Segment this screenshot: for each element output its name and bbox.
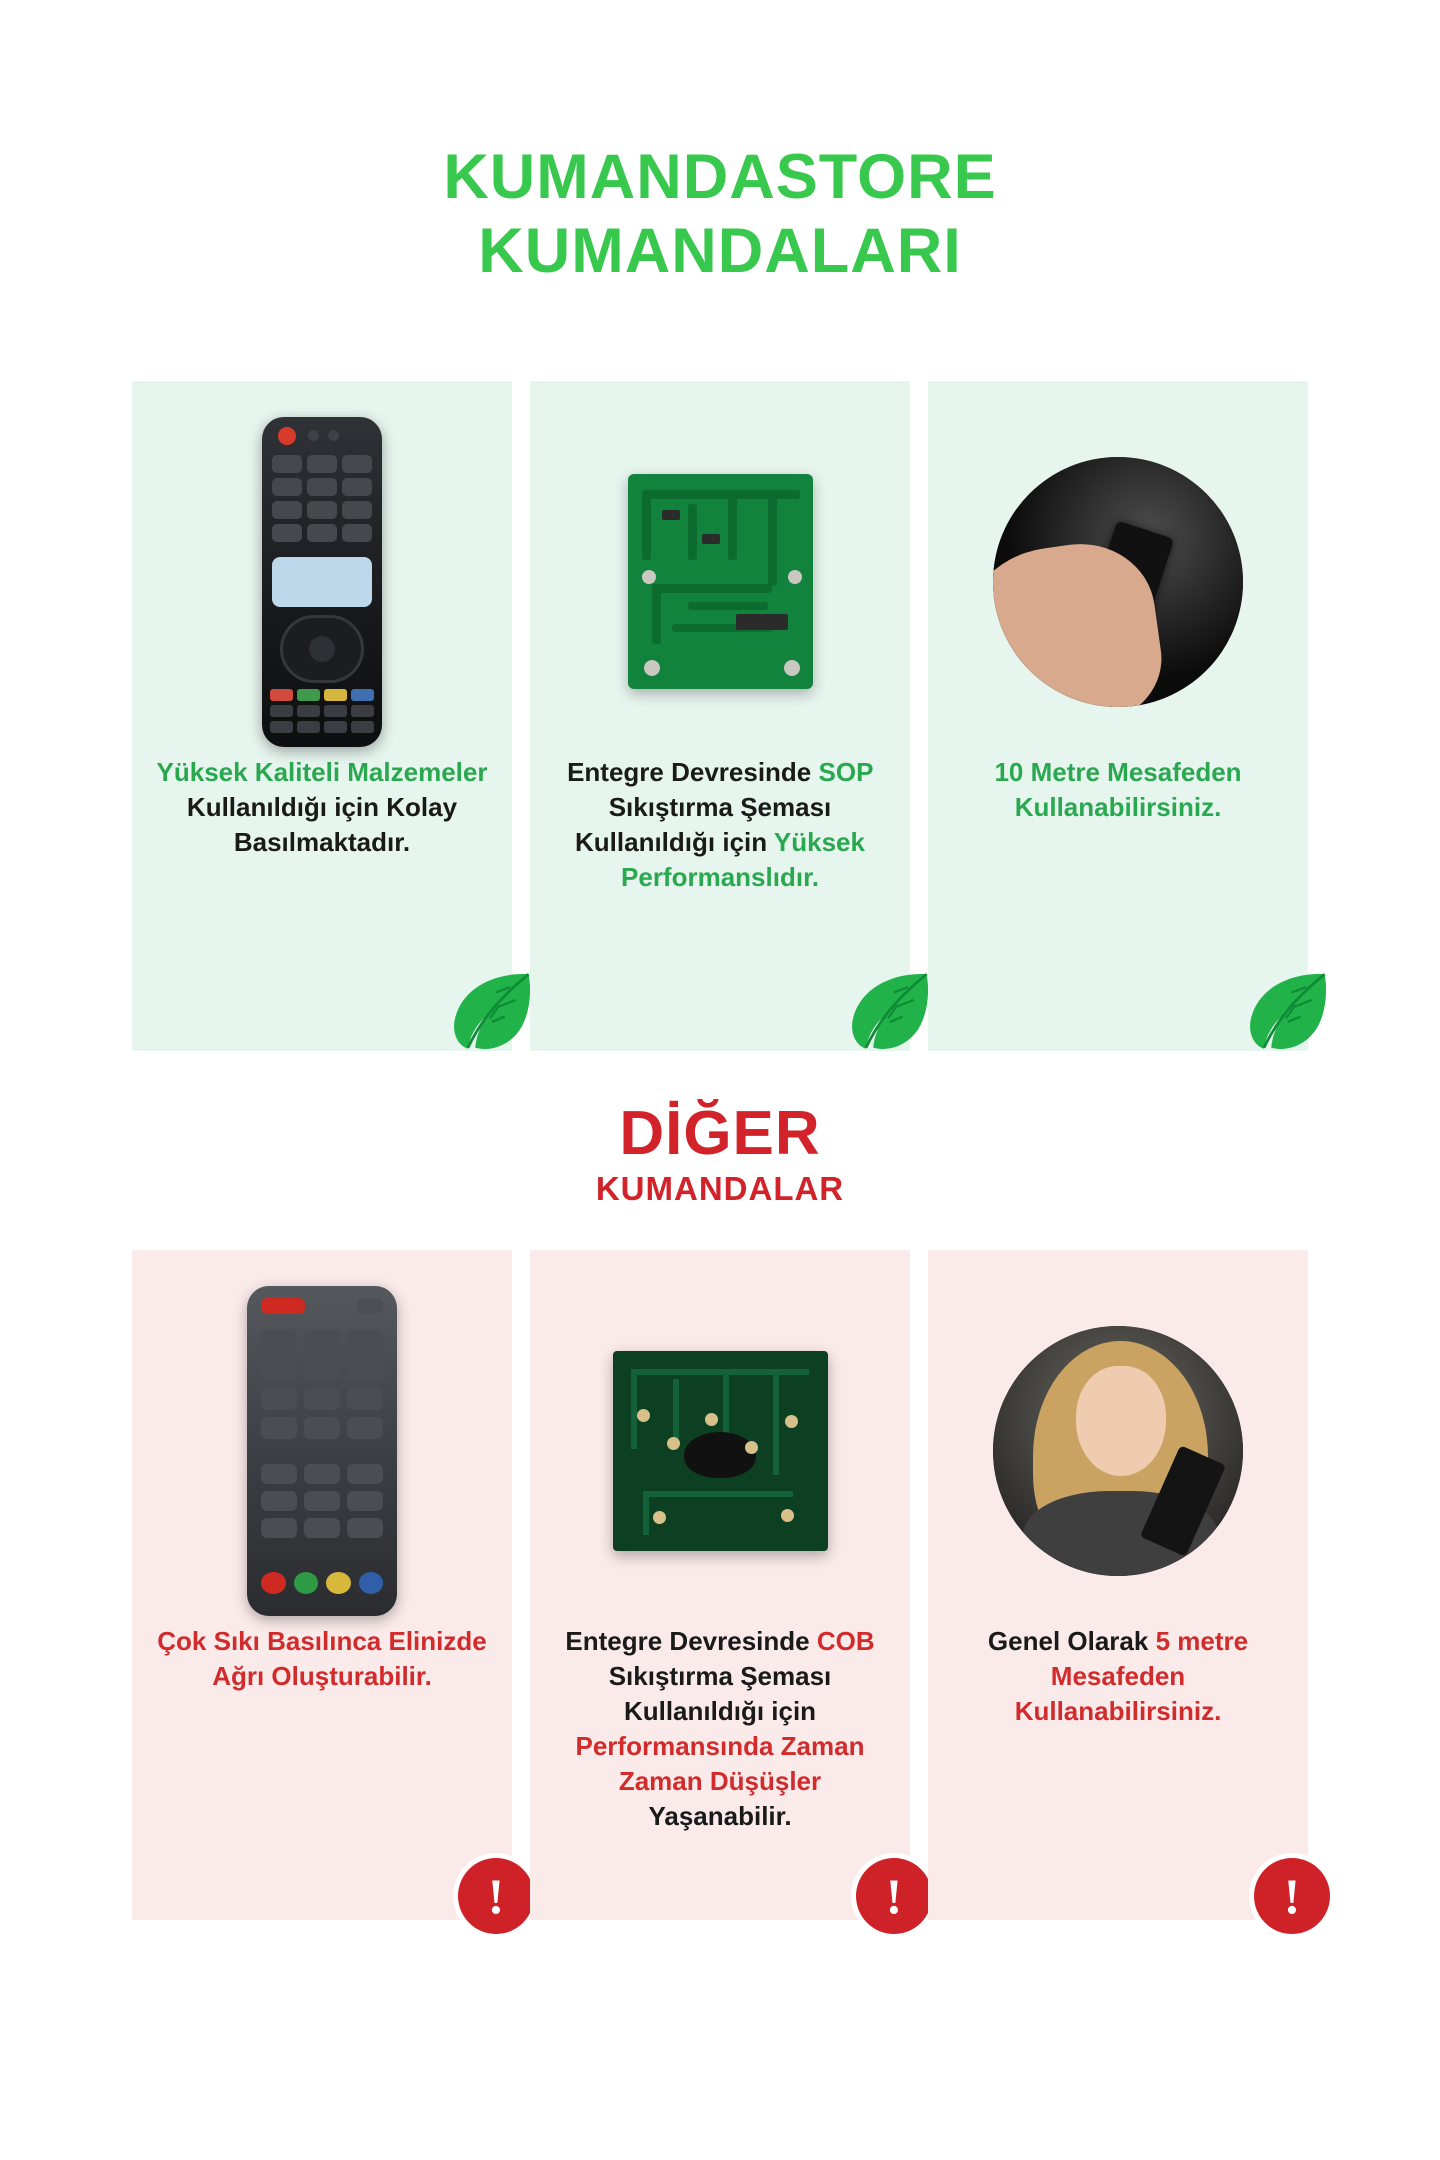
good-card-2-caption: [530, 755, 910, 895]
page-title-line-1: KUMANDASTORE: [443, 142, 997, 212]
caption-part: Yüksek Kaliteli Malzemeler: [156, 756, 488, 787]
good-card-1-caption: [132, 755, 512, 860]
caption-part: Sıkıştırma Şeması Kullanıldığı için: [608, 1660, 832, 1726]
bad-card-2: [530, 1250, 910, 1924]
woman-holding-remote-photo: [928, 1286, 1308, 1616]
caption-part: Genel Olarak: [987, 1625, 1156, 1656]
bad-cards-grid: [0, 1250, 1440, 1924]
cob-circuit-board-image: [530, 1286, 910, 1616]
warning-icon: [856, 1858, 932, 1934]
caption-part: Çok Sıkı Basılınca Elinizde Ağrı Oluşturabilir.: [157, 1625, 487, 1691]
bad-card-3: [928, 1250, 1308, 1924]
caption-part: Entegre Devresinde: [567, 756, 819, 787]
page-title: [0, 0, 1440, 289]
bad-card-1-caption: [132, 1624, 512, 1694]
caption-part: Mesafeden Kullanabilirsiniz.: [1014, 1660, 1222, 1726]
caption-part: Sıkıştırma Şeması Kullanıldığı için: [575, 791, 832, 857]
caption-part: SOP: [818, 756, 873, 787]
caption-part: Yüksek Performanslıdır.: [621, 826, 865, 892]
caption-part: 5 metre: [1155, 1625, 1249, 1656]
other-remote-control-image: [132, 1286, 512, 1616]
leaf-icon: [842, 965, 934, 1057]
bad-card-3-caption: [928, 1624, 1308, 1729]
warning-icon-label: !: [1283, 1867, 1301, 1924]
leaf-icon: [1240, 965, 1332, 1057]
section-title-main: DİĞER: [619, 1098, 821, 1168]
warning-icon-label: !: [487, 1867, 505, 1924]
caption-part: Entegre Devresinde: [565, 1625, 817, 1656]
caption-part: Kullanıldığı için Kolay Basılmaktadır.: [186, 791, 458, 857]
good-card-1: [132, 381, 512, 1051]
bad-card-1: [132, 1250, 512, 1924]
good-card-3-caption: [928, 755, 1308, 825]
bad-card-2-caption: [530, 1624, 910, 1835]
good-card-2: [530, 381, 910, 1051]
section-title: [0, 1098, 1440, 1208]
good-cards-grid: [0, 381, 1440, 1051]
warning-icon-label: !: [885, 1867, 903, 1924]
circuit-board-image: [530, 417, 910, 747]
page-title-line-2: KUMANDALARI: [478, 216, 962, 287]
warning-icon: [458, 1858, 534, 1934]
caption-part: COB: [816, 1625, 875, 1656]
good-card-3: [928, 381, 1308, 1051]
hand-holding-remote-photo: [928, 417, 1308, 747]
remote-control-image: [132, 417, 512, 747]
leaf-icon: [444, 965, 536, 1057]
warning-icon: [1254, 1858, 1330, 1934]
caption-part: Yaşanabilir.: [648, 1801, 792, 1832]
caption-part: Performansında Zaman Zaman Düşüşler: [575, 1731, 865, 1797]
caption-part: 10 Metre Mesafeden Kullanabilirsiniz.: [994, 756, 1242, 822]
section-title-sub: KUMANDALAR: [595, 1169, 845, 1207]
